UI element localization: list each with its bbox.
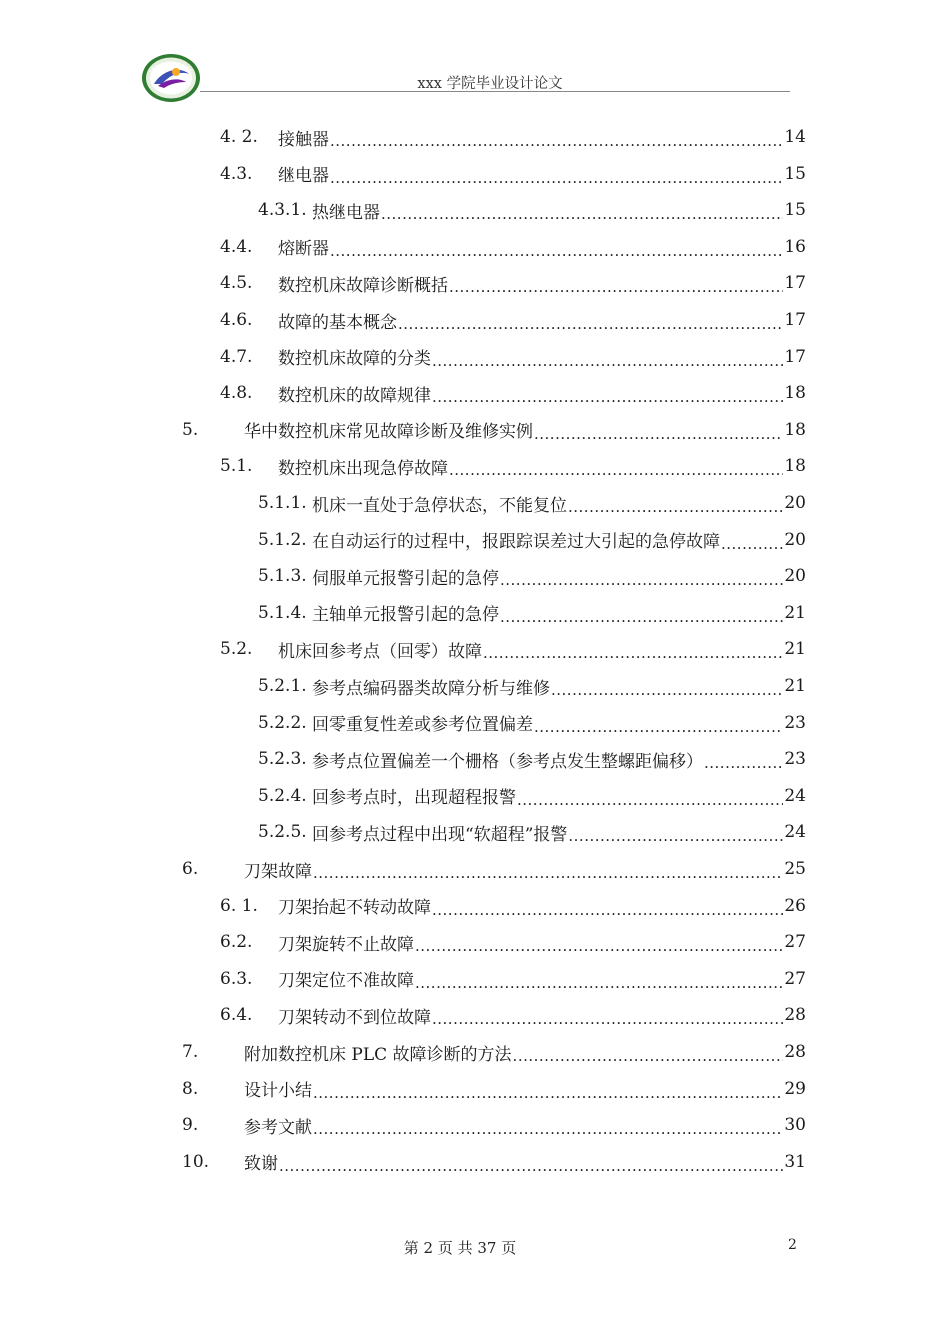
toc-entry[interactable] — [182, 1034, 806, 1070]
toc-entry-page: 24 — [784, 785, 806, 806]
toc-entry[interactable] — [258, 595, 806, 631]
toc-entry-title: 继电器 — [278, 166, 329, 187]
toc-entry[interactable] — [220, 997, 806, 1033]
college-seal-logo-icon — [140, 52, 202, 104]
toc-dot-leader — [279, 1158, 783, 1180]
toc-entry-title: 附加数控机床 PLC 故障诊断的方法 — [244, 1044, 512, 1065]
toc-dot-leader — [568, 828, 783, 850]
toc-entry[interactable] — [182, 851, 806, 887]
toc-entry[interactable] — [258, 814, 806, 850]
toc-entry[interactable] — [182, 1144, 806, 1180]
toc-dot-leader — [415, 975, 783, 997]
toc-dot-leader — [704, 755, 783, 777]
toc-entry[interactable] — [220, 924, 806, 960]
toc-entry-number: 5.2.5. — [258, 822, 307, 843]
toc-dot-leader — [449, 279, 783, 301]
toc-entry-number: 7. — [182, 1042, 199, 1062]
toc-dot-leader — [330, 170, 783, 192]
toc-entry-number: 6. — [182, 859, 199, 879]
toc-entry-page: 20 — [784, 493, 806, 513]
toc-entry-title: 回零重复性差或参考位置偏差 — [312, 715, 533, 736]
toc-entry-page: 27 — [784, 968, 806, 989]
toc-entry[interactable] — [220, 888, 806, 924]
toc-entry-page: 30 — [784, 1115, 806, 1136]
toc-entry-title: 刀架抬起不转动故障 — [278, 898, 431, 919]
toc-dot-leader — [534, 426, 783, 448]
toc-entry-number: 4.3. — [220, 163, 253, 184]
toc-entry-page: 18 — [784, 456, 806, 477]
toc-entry-page: 28 — [784, 1005, 806, 1026]
toc-entry-number: 4.8. — [220, 383, 253, 404]
header-title: xxx 学院毕业设计论文 — [417, 76, 563, 92]
toc-entry-page: 24 — [784, 822, 806, 843]
toc-entry[interactable] — [258, 522, 806, 558]
toc-entry[interactable] — [258, 668, 806, 704]
toc-entry-page: 21 — [784, 602, 806, 623]
toc-entry-number: 4.4. — [220, 236, 253, 257]
toc-entry[interactable] — [220, 448, 806, 484]
toc-entry-title: 伺服单元报警引起的急停 — [312, 568, 499, 589]
toc-dot-leader — [534, 719, 783, 741]
toc-entry-title: 数控机床故障的分类 — [278, 349, 431, 370]
toc-dot-leader — [449, 462, 783, 484]
toc-entry-page: 16 — [784, 236, 806, 257]
toc-entry[interactable] — [258, 192, 806, 228]
toc-entry-page: 23 — [784, 712, 806, 733]
toc-entry[interactable] — [220, 961, 806, 997]
toc-dot-leader — [721, 536, 783, 558]
toc-entry[interactable] — [220, 302, 806, 338]
toc-entry[interactable] — [220, 631, 806, 667]
toc-entry[interactable] — [220, 265, 806, 301]
toc-entry-number: 5.2. — [220, 639, 253, 660]
toc-entry-number: 6.2. — [220, 932, 253, 953]
toc-entry-number: 5.2.1. — [258, 676, 307, 696]
toc-entry-number: 4.7. — [220, 346, 253, 367]
toc-entry-number: 5.1.4. — [258, 602, 307, 623]
toc-entry-title: 数控机床故障诊断概括 — [278, 275, 448, 296]
toc-entry-number: 5.2.3. — [258, 749, 307, 770]
toc-entry-number: 4. 2. — [220, 127, 258, 147]
toc-entry[interactable] — [258, 778, 806, 814]
toc-entry-number: 5.2.2. — [258, 712, 307, 733]
toc-entry-title: 华中数控机床常见故障诊断及维修实例 — [244, 422, 533, 443]
footer-page-label: 第 2 页 共 37 页 — [403, 1239, 517, 1257]
toc-entry-title: 热继电器 — [312, 202, 380, 223]
toc-dot-leader — [381, 206, 783, 228]
toc-entry-number: 4.5. — [220, 273, 253, 294]
toc-entry-number: 10. — [182, 1151, 210, 1172]
toc-entry-title: 参考文献 — [244, 1117, 312, 1138]
toc-entry-number: 5.1. — [220, 456, 253, 477]
toc-entry-number: 4.3.1. — [258, 200, 307, 221]
toc-entry-page: 17 — [784, 310, 806, 330]
toc-entry[interactable] — [220, 119, 806, 155]
toc-entry-title: 数控机床的故障规律 — [278, 385, 431, 406]
toc-entry-title: 主轴单元报警引起的急停 — [312, 605, 499, 626]
toc-entry-page: 18 — [784, 383, 806, 404]
toc-dot-leader — [330, 243, 783, 265]
toc-dot-leader — [568, 499, 783, 521]
footer-page-number: 2 — [788, 1237, 797, 1253]
toc-entry-number: 6.4. — [220, 1005, 253, 1026]
toc-entry-number: 4.6. — [220, 310, 253, 330]
toc-dot-leader — [500, 572, 783, 594]
toc-entry-title: 机床一直处于急停状态，不能复位 — [312, 495, 567, 516]
toc-entry-page: 27 — [784, 932, 806, 953]
toc-entry-page: 31 — [784, 1151, 806, 1172]
toc-entry[interactable] — [258, 558, 806, 594]
toc-entry-title: 数控机床出现急停故障 — [278, 458, 448, 479]
toc-dot-leader — [517, 792, 783, 814]
toc-dot-leader — [330, 133, 783, 155]
toc-entry[interactable] — [220, 156, 806, 192]
toc-entry[interactable] — [182, 1107, 806, 1143]
toc-entry-page: 15 — [784, 200, 806, 221]
toc-dot-leader — [415, 938, 783, 960]
toc-dot-leader — [513, 1048, 784, 1070]
toc-entry-title: 致谢 — [244, 1154, 278, 1175]
toc-entry-title: 刀架旋转不止故障 — [278, 934, 414, 955]
toc-entry-title: 熔断器 — [278, 239, 329, 260]
toc-entry-page: 26 — [784, 895, 806, 916]
toc-entry-number: 5.1.1. — [258, 493, 307, 513]
toc-entry-title: 参考点编码器类故障分析与维修 — [312, 678, 550, 699]
toc-entry-title: 接触器 — [278, 129, 329, 150]
toc-dot-leader — [313, 1121, 783, 1143]
toc-entry[interactable] — [258, 705, 806, 741]
toc-entry-title: 故障的基本概念 — [278, 312, 397, 333]
toc-entry-title: 参考点位置偏差一个栅格（参考点发生整螺距偏移） — [312, 751, 703, 772]
toc-dot-leader — [313, 1085, 783, 1107]
toc-entry-page: 20 — [784, 566, 806, 587]
toc-entry[interactable] — [182, 1071, 806, 1107]
toc-dot-leader — [398, 316, 783, 338]
toc-dot-leader — [432, 389, 783, 411]
toc-entry[interactable] — [220, 375, 806, 411]
toc-entry-page: 18 — [784, 419, 806, 440]
toc-entry-page: 25 — [784, 859, 806, 879]
toc-dot-leader — [551, 682, 783, 704]
toc-entry-number: 6.3. — [220, 968, 253, 989]
toc-entry[interactable] — [220, 339, 806, 375]
toc-entry-title: 刀架定位不准故障 — [278, 971, 414, 992]
toc-entry-title: 刀架转动不到位故障 — [278, 1007, 431, 1028]
toc-entry-page: 29 — [784, 1078, 806, 1099]
toc-entry-page: 21 — [784, 639, 806, 660]
toc-entry[interactable] — [258, 485, 806, 521]
header-divider — [200, 91, 790, 92]
toc-entry-page: 28 — [784, 1042, 806, 1062]
toc-entry-title: 在自动运行的过程中，报跟踪误差过大引起的急停故障 — [312, 532, 720, 553]
toc-entry-number: 8. — [182, 1078, 199, 1099]
toc-entry-number: 5.1.2. — [258, 529, 307, 550]
toc-entry-page: 14 — [784, 127, 806, 147]
toc-entry-number: 5. — [182, 419, 199, 440]
toc-entry-page: 17 — [784, 346, 806, 367]
toc-entry-number: 9. — [182, 1115, 199, 1136]
toc-dot-leader — [483, 645, 783, 667]
toc-entry-page: 21 — [784, 676, 806, 696]
toc-dot-leader — [432, 1011, 783, 1033]
toc-entry-title: 机床回参考点（回零）故障 — [278, 641, 482, 662]
toc-entry[interactable] — [220, 229, 806, 265]
toc-entry-title: 设计小结 — [244, 1081, 312, 1102]
toc-entry[interactable] — [258, 741, 806, 777]
toc-entry-number: 6. 1. — [220, 895, 258, 916]
toc-entry-page: 17 — [784, 273, 806, 294]
toc-entry[interactable] — [182, 412, 806, 448]
toc-entry-page: 15 — [784, 163, 806, 184]
toc-dot-leader — [432, 902, 783, 924]
toc-entry-number: 5.1.3. — [258, 566, 307, 587]
toc-entry-page: 23 — [784, 749, 806, 770]
toc-entry-page: 20 — [784, 529, 806, 550]
toc-dot-leader — [432, 353, 783, 375]
toc-entry-title: 回参考点过程中出现“软超程”报警 — [312, 824, 568, 845]
toc-entry-title: 回参考点时，出现超程报警 — [312, 788, 516, 809]
toc-dot-leader — [313, 865, 783, 887]
toc-entry-number: 5.2.4. — [258, 785, 307, 806]
toc-dot-leader — [500, 609, 783, 631]
toc-entry-title: 刀架故障 — [244, 861, 312, 882]
